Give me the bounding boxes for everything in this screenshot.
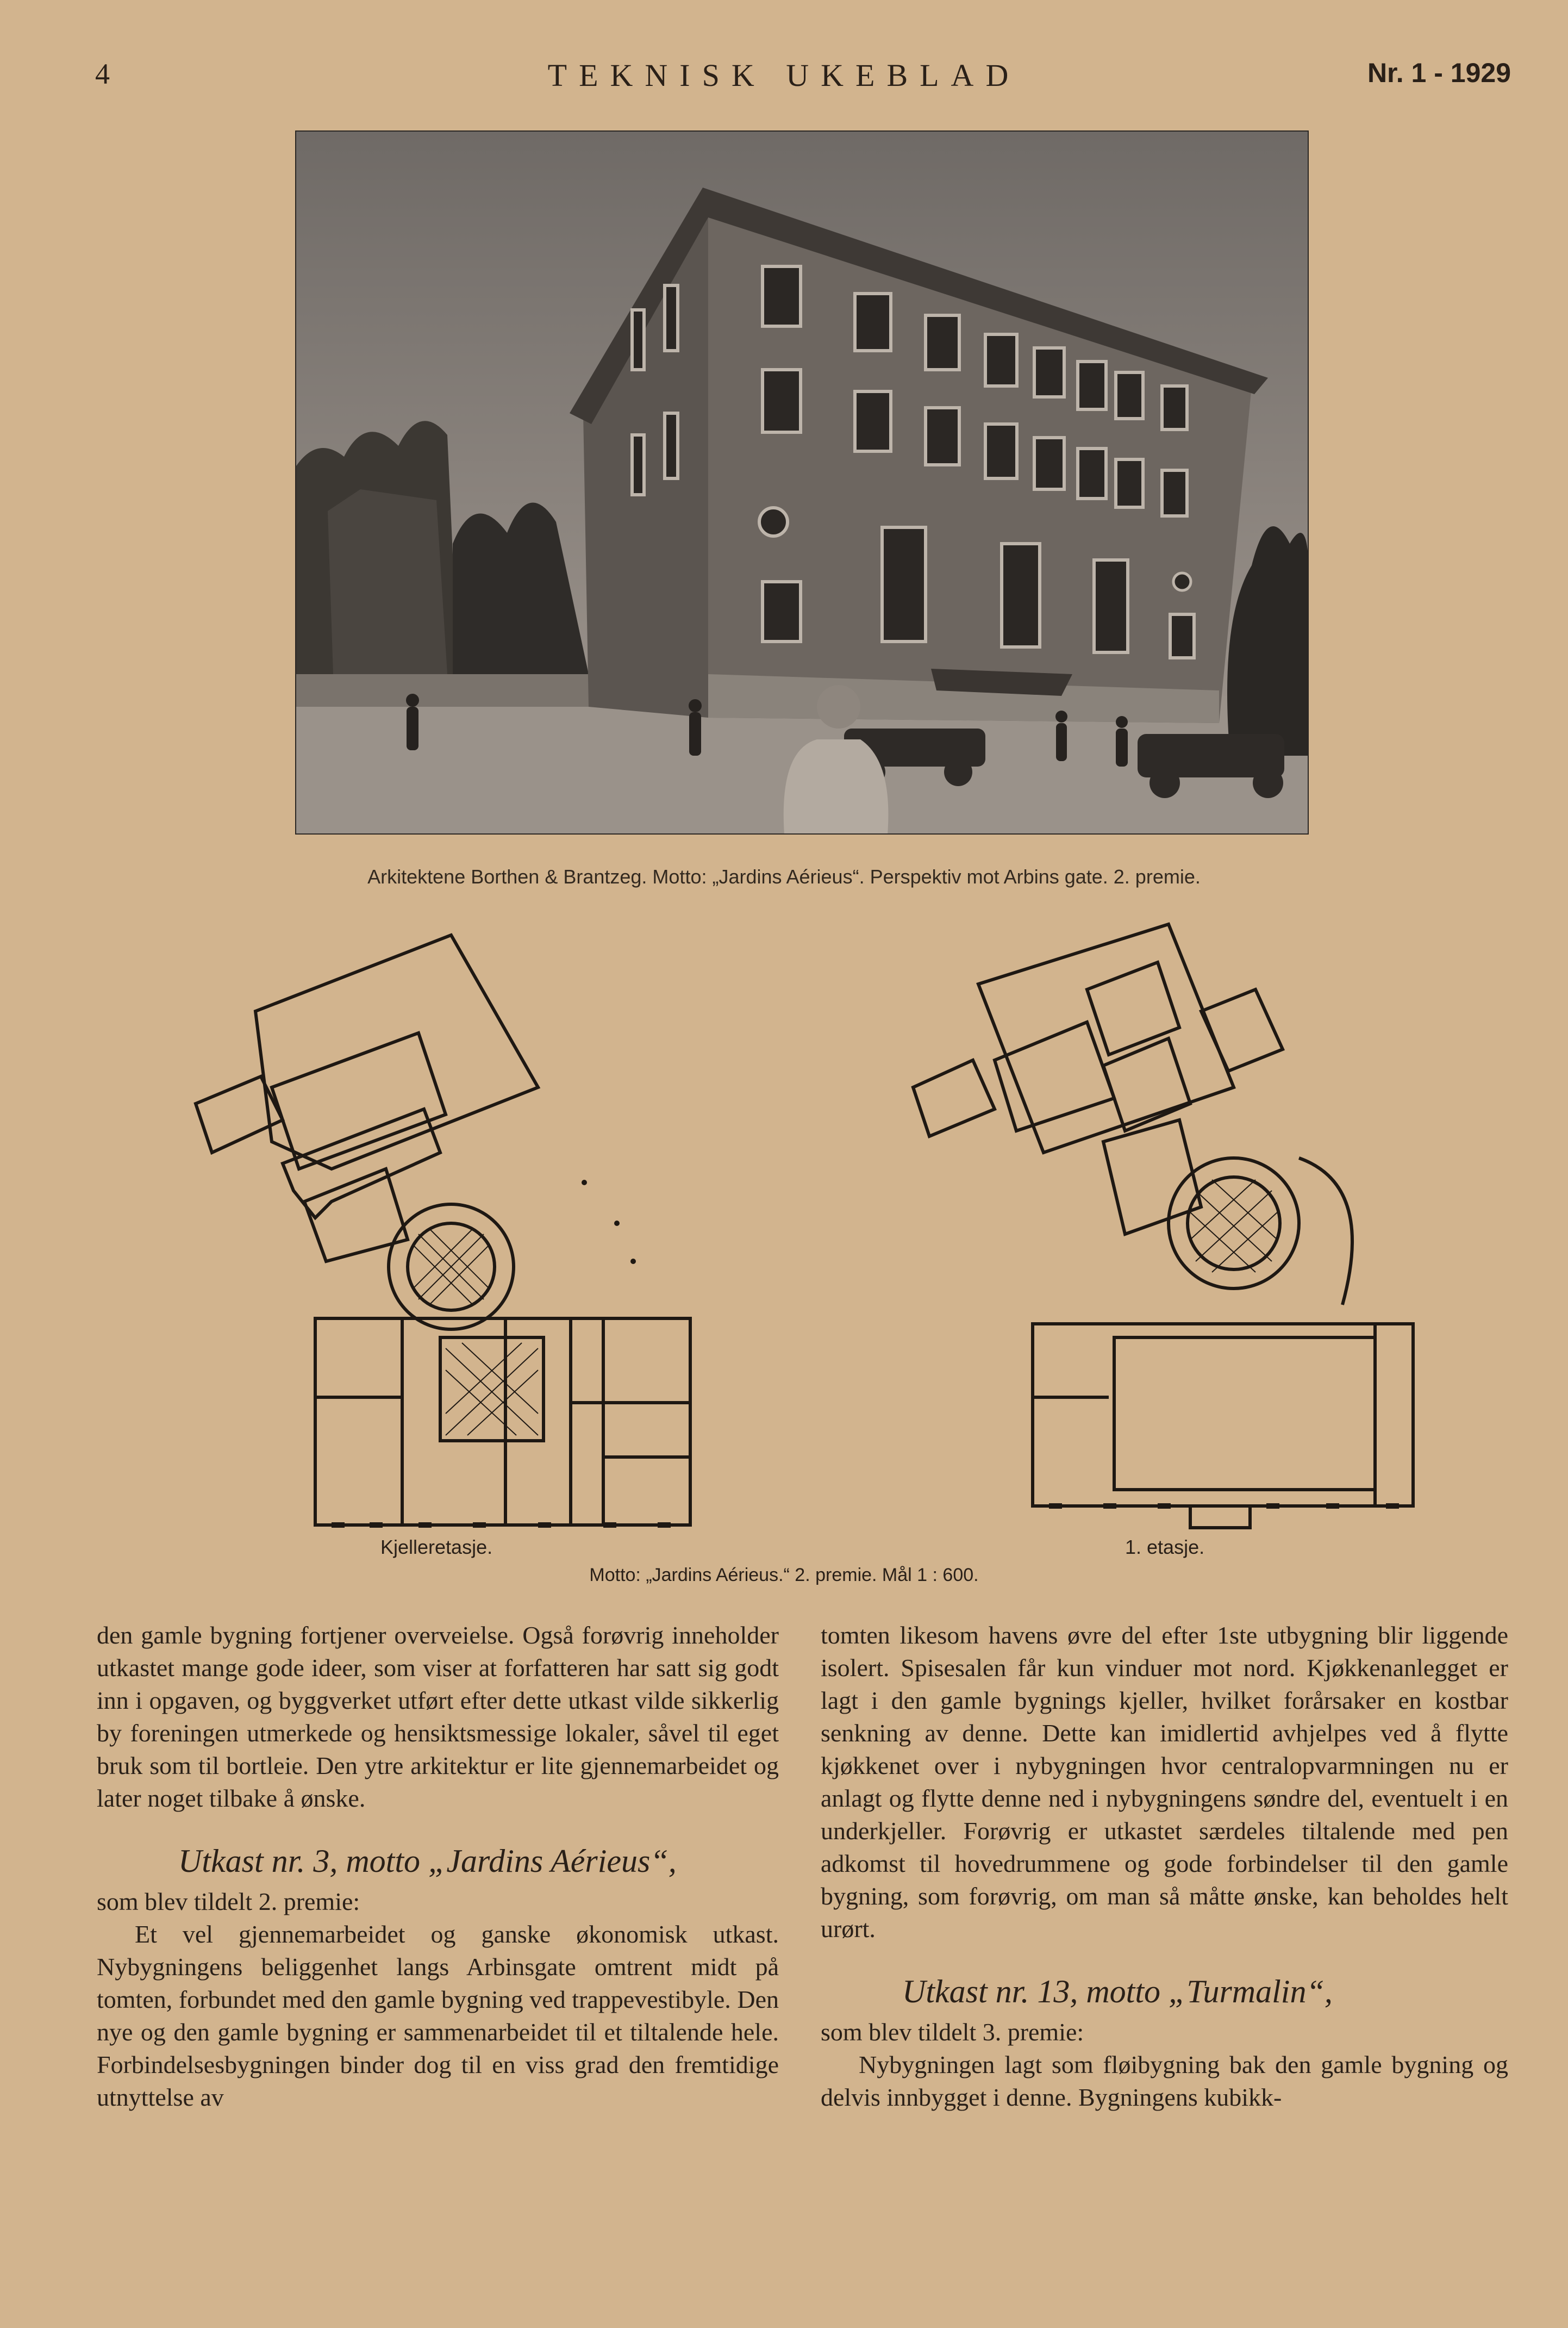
plan-label-ground-floor: 1. etasje.: [1125, 1536, 1205, 1558]
plan-label-basement: Kjelleretasje.: [380, 1536, 493, 1558]
journal-title: TEKNISK UKEBLAD: [547, 58, 1021, 93]
page-number: 4: [95, 58, 110, 90]
section-heading-utkast-13: Utkast nr. 13, motto „Turmalin“,: [902, 1974, 1333, 2009]
perspective-illustration: [295, 130, 1309, 835]
floor-plan-basement: [190, 935, 707, 1533]
issue-number: Nr. 1 - 1929: [1367, 58, 1511, 88]
section-heading-utkast-3: Utkast nr. 3, motto „Jardins Aérieus“,: [178, 1843, 677, 1879]
right-paragraph-2: Nybygningen lagt som fløibygning bak den gamle bygning og delvis innbygget i denne. Bygningens kubikk-: [821, 2051, 1508, 2111]
text-column-left: [97, 1619, 779, 2114]
figure-caption-perspective: Arkitektene Borthen & Brantzeg. Motto: „Jardins Aérieus“. Perspektiv mot Arbins gate. 2. premie.: [367, 866, 1201, 888]
section-subheading-utkast-13: som blev tildelt 3. premie:: [821, 2018, 1084, 2046]
left-paragraph-2: Et vel gjennemarbeidet og ganske økonomisk utkast. Nybygningens beliggenhet langs Arbinsgate omtrent midt på tomten, forbundet med den gamle bygning ved trappevestibyle. Den nye og den gamle bygning er sammenarbeidet til et tiltalende hele. Forbindelsesbygningen binder dog til en viss grad den fremtidige utnyttelse av: [97, 1920, 779, 2111]
left-paragraph-1: den gamle bygning fortjener overveielse. Også forøvrig inneholder utkastet mange gode ideer, som viser at forfatteren har satt sig godt inn i opgaven, og byggverket utført efter dette utkast vilde sikkerlig by foreningen utmerkede og hensiktsmessige lokaler, såvel til eget bruk som til bortleie. Den ytre arkitektur er lite gjennemarbeidet og later noget tilbake å ønske.: [97, 1621, 779, 1812]
text-column-right: [821, 1619, 1508, 2114]
section-subheading-utkast-3: som blev tildelt 2. premie:: [97, 1888, 360, 1915]
floor-plan-ground-floor: [908, 924, 1429, 1539]
figure-caption-plans: Motto: „Jardins Aérieus.“ 2. premie. Mål 1 : 600.: [589, 1565, 979, 1585]
right-paragraph-1: tomten likesom havens øvre del efter 1ste utbygning blir liggende isolert. Spisesalen får kun vinduer mot nord. Kjøkkenanlegget er lagt i den gamle bygnings kjeller, hvilket forårsaker en kostbar senkning av denne. Dette kan imidlertid avhjelpes ved å flytte kjøkkenet over i nybygningen hvor centralopvarmningen nu er anlagt og flytte denne ned i nybygningens søndre del, eventuelt i en underkjeller. Forøvrig er utkastet særdeles tiltalende med pen adkomst til hovedrummene og gode forbindelser til den gamle bygning, som forøvrig, om man så måtte ønske, kan beholdes helt urørt.: [821, 1621, 1508, 1943]
